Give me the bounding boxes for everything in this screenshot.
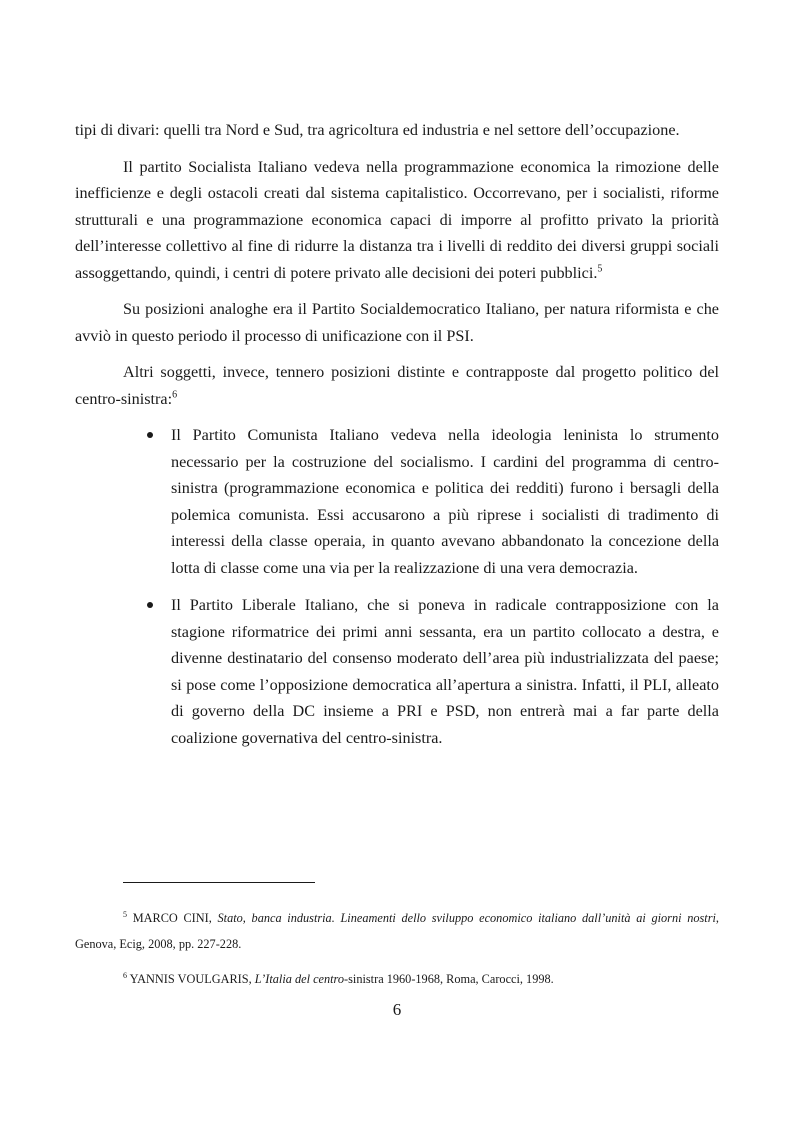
body-text	[75, 117, 719, 762]
bullet-list	[75, 422, 719, 751]
bullet-icon	[147, 432, 153, 438]
footnote: $^5$ MARCO CINI, Stato, banca industria. Lineamenti dello sviluppo economico italiano dall’unità ai giorni nostri, Genova, Ecig, 2008, pp. 227-228.	[75, 909, 719, 951]
bullet-icon	[147, 602, 153, 608]
list-item: Il Partito Comunista Italiano vedeva nella ideologia leninista lo strumento necessario per la costruzione del socialismo. I cardini del programma di centro-sinistra (programmazione economica e politica dei redditi) furono i bersagli della polemica comunista. Essi accusarono a più riprese i socialisti di tradimento di interessi della classe operaia, in quanto avevano abbandonato la concezione della lotta di classe come una via per la realizzazione di una vera democrazia.	[75, 422, 719, 581]
footnotes	[75, 905, 719, 1001]
footnote-reference[interactable]: 5	[597, 263, 603, 275]
footnote-separator	[123, 882, 315, 883]
paragraph: Il partito Socialista Italiano vedeva nella programmazione economica la rimozione delle inefficienze e degli ostacoli creati dal sistema capitalistico. Occorrevano, per i socialisti, riforme strutturali e una programmazione economica capaci di imporre al profitto privato la priorità dell’interesse collettivo al fine di ridurre la distanza tra i livelli di reddito dei diversi gruppi sociali assoggettando, quindi, i centri di potere privato alle decisioni dei poteri pubblici.$^5$	[75, 157, 719, 282]
paragraph: tipi di divari: quelli tra Nord e Sud, tra agricoltura ed industria e nel settore dell’occupazione.	[75, 121, 680, 139]
footnote-number: 5	[123, 909, 127, 919]
footnote-reference[interactable]: 6	[172, 389, 178, 401]
list-item: Il Partito Liberale Italiano, che si poneva in radicale contrapposizione con la stagione riformatrice dei primi anni sessanta, era un partito collocato a destra, e divenne destinatario del consenso moderato dell’area più industrializzata del paese; si pose come l’opposizione democratica all’apertura a sinistra. Infatti, il PLI, alleato di governo della DC insieme a PRI e PSD, non entrerà mai a far parte della coalizione governativa del centro-sinistra.	[75, 592, 719, 751]
footnote-number: 6	[123, 970, 127, 980]
paragraph: Su posizioni analoghe era il Partito Socialdemocratico Italiano, per natura riformista e che avviò in questo periodo il processo di unificazione con il PSI.	[75, 300, 719, 345]
footnote: $^6$ YANNIS VOULGARIS, L’Italia del centro-sinistra 1960-1968, Roma, Carocci, 1998.	[123, 970, 554, 986]
paragraph: Altri soggetti, invece, tennero posizioni distinte e contrapposte dal progetto politico del centro-sinistra:$^6$	[75, 363, 719, 408]
page-number: 6	[392, 1000, 402, 1019]
